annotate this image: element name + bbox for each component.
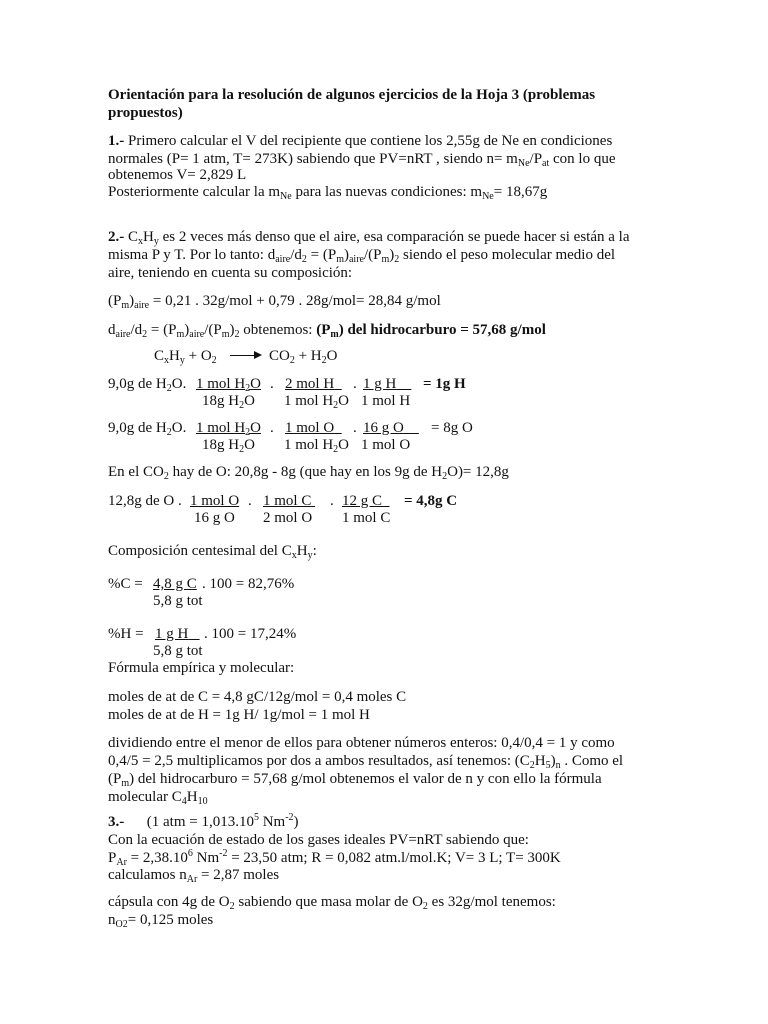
text: = 2,38.10 [126, 850, 188, 866]
fraction-den: 1 mol C [342, 510, 391, 526]
text: hay de O: 20,8g - 8g (que hay en los 9g de H [168, 464, 443, 480]
moles-h-line: moles de at de H = 1g H/ 1g/mol = 1 mol H [108, 707, 370, 723]
text: obtenemos: [239, 322, 317, 338]
problem-2-line-2 [108, 246, 615, 264]
sub: 2 [239, 400, 245, 411]
sub: aire [189, 329, 205, 340]
text: = 23,50 atm; R = 0,082 atm.l/mol.K; V= 3 L; T= 300K [227, 850, 561, 866]
text: ) [129, 293, 135, 309]
fraction-den [202, 436, 255, 454]
sub: y [153, 236, 159, 247]
text: 0,4/5 = 2,5 multiplicamos por dos a ambos resultados, así tenemos: (C [108, 753, 530, 769]
problem-1-line-4 [108, 183, 547, 201]
sup: -2 [285, 812, 294, 823]
fraction-den: 1 mol H [361, 393, 411, 409]
sub: 2 [422, 901, 428, 912]
text: O [244, 437, 255, 453]
text: Nm [258, 814, 286, 830]
fraction-den: 5,8 g tot [153, 643, 203, 659]
text: cápsula con 4g de O [108, 894, 230, 910]
fraction-den [284, 392, 349, 410]
sub: 2 [142, 329, 148, 340]
dot: . [270, 420, 274, 436]
text: O. [171, 420, 187, 436]
percent-h-label: %H = [108, 626, 144, 642]
document-title-cont: propuestos) [108, 105, 183, 121]
bold-result [316, 322, 546, 338]
text: 2 mol H [285, 376, 335, 392]
fraction-num: 4,8 g C [153, 576, 197, 592]
fraction-den [284, 436, 349, 454]
text: (P [108, 771, 122, 787]
sub: 2 [245, 383, 251, 394]
text: O. [171, 376, 187, 392]
text: P [108, 850, 117, 866]
sub: 2 [333, 444, 339, 455]
sub: y [307, 550, 313, 561]
problem-2-line-3: aire, teniendo en cuenta su composición: [108, 265, 353, 281]
fraction-den: 16 g O [194, 510, 235, 526]
text: (P [108, 293, 122, 309]
divide-line-1: dividiendo entre el menor de ellos para obtener números enteros: 0,4/0,4 = 1 y como [108, 735, 615, 751]
problem-3-line-1 [108, 813, 299, 831]
calc-o-numerator [108, 419, 186, 437]
text: calculamos n [108, 867, 187, 883]
text: 9,0g de H [108, 376, 167, 392]
sub: 2 [245, 427, 251, 438]
co2-line [108, 463, 509, 481]
sub: x [291, 550, 297, 561]
text: H [186, 789, 198, 805]
dot: . [270, 376, 274, 392]
fraction-den: 1 mol O [361, 437, 411, 453]
fraction-num [285, 375, 342, 393]
sub: x [138, 236, 144, 247]
fraction-num [196, 419, 261, 437]
reaction-arrow-icon [230, 355, 260, 356]
problem-1-line-3: obtenemos V= 2,829 L [108, 167, 247, 183]
result: = 1g H [423, 376, 466, 392]
text: H [534, 753, 546, 769]
sub: Ar [186, 874, 198, 885]
text: para las nuevas condiciones: m [291, 184, 483, 200]
sub: 2 [394, 254, 400, 265]
fraction-num: 1 mol O [190, 493, 240, 509]
text: 1 mol H [196, 376, 246, 392]
text: En el CO [108, 464, 164, 480]
problem-number: 1.- [108, 133, 125, 149]
text: normales (P= 1 atm, T= 273K) sabiendo que PV=nRT , siendo n= m [108, 151, 518, 167]
sub: 2 [166, 427, 172, 438]
fraction-num [342, 492, 390, 510]
fraction-num [363, 375, 411, 393]
percent-c-result: . 100 = 82,76% [202, 576, 295, 592]
text: C [128, 229, 139, 245]
text: O [326, 348, 338, 364]
fraction-num [155, 625, 200, 643]
text: Primero calcular el V del recipiente que contiene los 2,55g de Ne en condiciones [128, 133, 613, 149]
divide-line-3 [108, 770, 602, 788]
text: molecular C [108, 789, 182, 805]
text: 16 g O [363, 420, 404, 436]
text: ) [550, 753, 556, 769]
text: = 0,125 moles [127, 912, 214, 928]
text: 1 mol O [285, 420, 335, 436]
sup: 6 [187, 848, 193, 859]
dot: . [353, 376, 357, 392]
sub: Ne [517, 158, 530, 169]
sub: 2 [289, 355, 295, 366]
text: O [250, 376, 262, 392]
problem-number: 2.- [108, 229, 125, 245]
sub: m [121, 300, 130, 311]
text: 1 mol H [284, 393, 334, 409]
sub: m [330, 329, 339, 340]
text: /(P [363, 247, 382, 263]
fraction-num [263, 492, 315, 510]
text: ) del hidrocarburo = 57,68 g/mol obtenemos el valor de n y con ello la fórmula [129, 771, 602, 787]
pm-hidrocarburo-line: $d_{aire}/d_2 = (P_m)_{aire}/(P_m)_2$ obtenemos: $(P_m)$ del hidrocarburo = 57,68 g/mol [108, 322, 546, 340]
sub: 2 [211, 355, 217, 366]
formula-title: Fórmula empírica y molecular: [108, 660, 295, 676]
sub: 2 [163, 471, 169, 482]
text: O [338, 393, 350, 409]
calc-h-numerator [108, 375, 186, 393]
sub: 2 [239, 444, 245, 455]
text: = (P [147, 322, 177, 338]
text: /P [529, 151, 543, 167]
sup: 5 [253, 812, 259, 823]
text: ) [343, 247, 349, 263]
problem-1-line-1 [108, 132, 612, 150]
text: es 2 veces más denso que el aire, esa comparación se puede hacer si están a la [158, 229, 630, 245]
sub: m [336, 254, 344, 265]
problem-3-line-4 [108, 866, 279, 884]
sub: aire [348, 254, 364, 265]
result: = 4,8g C [404, 493, 458, 509]
text: 1 g H [155, 626, 189, 642]
sub: 2 [234, 329, 240, 340]
text: O)= 12,8g [447, 464, 509, 480]
text: sabiendo que masa molar de O [234, 894, 423, 910]
text: con lo que [549, 151, 616, 167]
reaction-right [269, 347, 337, 365]
text: 9,0g de H [108, 420, 167, 436]
sub: 10 [197, 796, 208, 807]
text: ) [293, 814, 299, 830]
dot: . [248, 493, 252, 509]
text: O [250, 420, 262, 436]
moles-c-line: moles de at de C = 4,8 gC/12g/mol = 0,4 moles C [108, 689, 407, 705]
text: siendo el peso molecular medio del [399, 247, 616, 263]
sub: 2 [333, 400, 339, 411]
text: /d [290, 247, 302, 263]
text: ) [229, 322, 235, 338]
text: 18g H [202, 437, 240, 453]
sub: m [221, 329, 230, 340]
pm-aire-line [108, 292, 441, 310]
sub: m [381, 254, 390, 265]
text: + H [294, 348, 322, 364]
text: H [296, 543, 308, 559]
text: O [244, 393, 255, 409]
sub: aire [115, 329, 131, 340]
divide-line-4 [108, 788, 208, 806]
text: ) [389, 247, 395, 263]
text: + O [188, 348, 212, 364]
sub: aire [275, 254, 291, 265]
text: 12 g C [342, 493, 383, 509]
calc-c-numerator: 12,8g de O . [108, 493, 182, 509]
text: ) del hidrocarburo = 57,68 g/mol [338, 322, 546, 338]
text: C [154, 348, 165, 364]
text: H [143, 229, 154, 245]
text: Composición centesimal del C [108, 543, 292, 559]
text: Posteriormente calcular la m [108, 184, 281, 200]
text: = 0,21 . 32g/mol + 0,79 . 28g/mol= 28,84 g/mol [149, 293, 441, 309]
sub: 4 [181, 796, 187, 807]
text: /(P [204, 322, 222, 338]
sub: m [121, 778, 130, 789]
sub: y [179, 355, 185, 366]
text: = 18,67g [493, 184, 548, 200]
sub: O2 [115, 919, 128, 930]
result: = 8g O [431, 420, 473, 436]
sub: 5 [545, 760, 551, 771]
composition-title [108, 542, 317, 560]
text: 1 g H [363, 376, 397, 392]
text: CO [269, 348, 290, 364]
text: 1 mol H [196, 420, 246, 436]
sub: n [555, 760, 561, 771]
problem-number: 3.- [108, 814, 125, 830]
dot: . [353, 420, 357, 436]
text: /d [130, 322, 143, 338]
text: O [338, 437, 350, 453]
text: 1 mol C [263, 493, 312, 509]
sub: at [542, 158, 550, 169]
dot: . [330, 493, 334, 509]
problem-3-line-3 [108, 849, 561, 867]
sub: 2 [301, 254, 307, 265]
fraction-den: 5,8 g tot [153, 593, 203, 609]
fraction-den: 2 mol O [263, 510, 313, 526]
text: = 2,87 moles [197, 867, 280, 883]
percent-c-label: %C = [108, 576, 143, 592]
text: misma P y T. Por lo tanto: d [108, 247, 276, 263]
sub: 2 [442, 471, 448, 482]
divide-line-2 [108, 752, 623, 770]
text: . Como el [560, 753, 624, 769]
problem-3-line-2: Con la ecuación de estado de los gases ideales PV=nRT sabiendo que: [108, 832, 529, 848]
sub: x [164, 355, 170, 366]
fraction-den [202, 392, 255, 410]
sub: 2 [529, 760, 535, 771]
text: H [169, 348, 180, 364]
sub: 2 [229, 901, 235, 912]
fraction-num [196, 375, 261, 393]
text: ) [184, 322, 190, 338]
text: 18g H [202, 393, 240, 409]
text: : [312, 543, 317, 559]
problem-3-line-6 [108, 911, 213, 929]
sub: Ar [116, 857, 127, 868]
text: (1 atm = 1,013.10 [146, 814, 254, 830]
sub: 2 [166, 383, 172, 394]
reaction-left [154, 347, 217, 365]
sub: Ne [280, 191, 292, 202]
fraction-num [285, 419, 342, 437]
text: es 32g/mol tenemos: [427, 894, 556, 910]
sub: Ne [482, 191, 494, 202]
text: Nm [192, 850, 220, 866]
fraction-num [363, 419, 419, 437]
text: 1 mol H [284, 437, 334, 453]
sup: -2 [219, 848, 228, 859]
text: (P [316, 322, 331, 338]
sub: 2 [321, 355, 327, 366]
text: n [108, 912, 116, 928]
document-title: Orientación para la resolución de algunos ejercicios de la Hoja 3 (problemas [108, 87, 596, 103]
sub: aire [134, 300, 150, 311]
problem-2-line-1 [108, 228, 629, 246]
sub: m [176, 329, 185, 340]
text: = (P [306, 247, 337, 263]
problem-3-line-5 [108, 893, 556, 911]
percent-h-result: . 100 = 17,24% [204, 626, 297, 642]
